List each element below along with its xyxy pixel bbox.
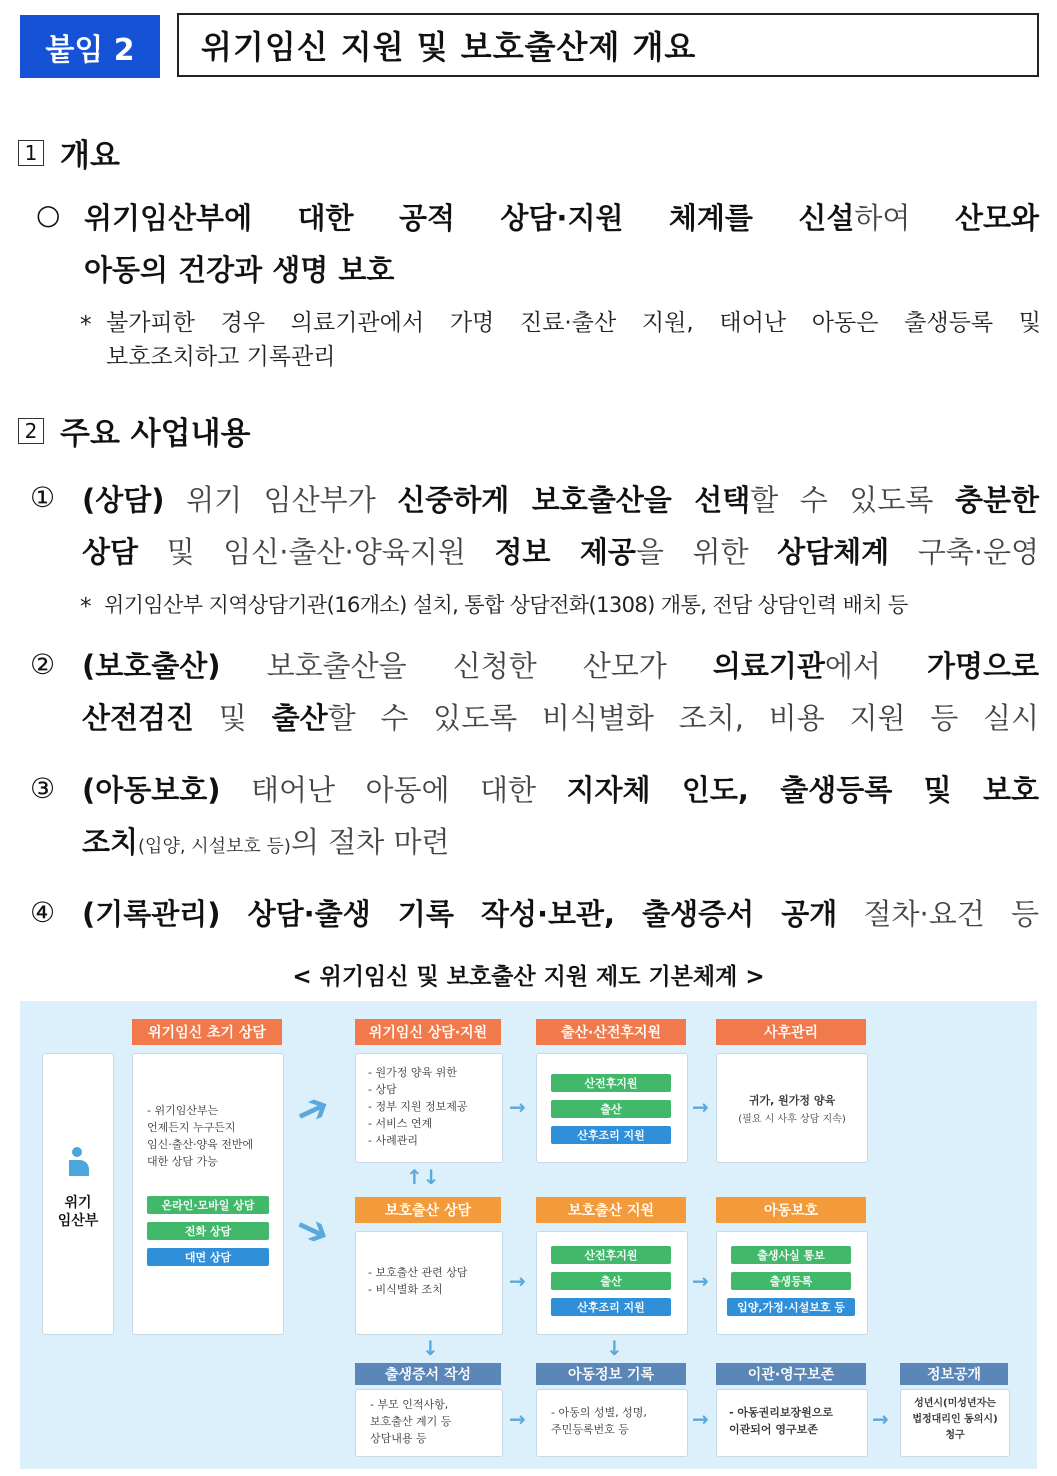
item-4-marker: ④ (30, 896, 56, 929)
pill-adoption-care: 입양,가정·시설보호 등 (727, 1298, 855, 1316)
early-consult-text: - 위기임산부는 언제든지 누구든지 임신·출산·양육 전반에 대한 상담 가능 (147, 1104, 254, 1168)
pill-birth-2: 출산 (551, 1272, 671, 1290)
pill-postpartum-support: 산후조리 지원 (551, 1126, 671, 1144)
item-2-text-3: 및 (194, 701, 272, 735)
protected-birth-consult-text: - 보호출산 관련 상담 - 비식별화 조치 (368, 1266, 468, 1296)
arrow-right-icon: → (509, 1407, 526, 1431)
child-protection-header: 아동보호 (716, 1197, 866, 1223)
item-3-bold-2: 지자체 인도, 출생등록 및 보호 (566, 773, 1039, 807)
pill-postpartum-support-2: 산후조리 지원 (551, 1298, 671, 1316)
item-1-bold-5: 정보 제공 (494, 535, 636, 569)
arrow-right-icon: → (509, 1269, 526, 1293)
aftercare-line-1: 귀가, 원가정 양육 (748, 1094, 836, 1107)
transfer-archive-header: 이관·영구보존 (716, 1363, 866, 1385)
item-3-paragraph (82, 764, 1039, 873)
page-title: 위기임신 지원 및 보호출산제 개요 (177, 13, 1039, 77)
birth-certificate-box (355, 1389, 503, 1457)
item-1-text-2: 할 수 있도록 (750, 483, 955, 517)
disclosure-text: 성년시(미성년자는 법정대리인 동의시) 청구 (912, 1398, 998, 1441)
arrow-up-down-icon: ↑↓ (406, 1165, 440, 1189)
item-2-marker: ② (30, 648, 56, 681)
disclosure-box (900, 1389, 1010, 1457)
overview-bold-1: 위기임산부에 대한 공적 상담·지원 체계를 신설 (84, 201, 855, 235)
item-3-text-1: 태어난 아동에 대한 (220, 773, 567, 807)
attachment-badge: 붙임 2 (20, 15, 160, 78)
pill-prenatal-support: 산전후지원 (551, 1074, 671, 1092)
overview-note-line-1: 불가피한 경우 의료기관에서 가명 진료·출산 지원, 태어난 아동은 출생등록 및 (106, 310, 1041, 336)
crisis-consult-header: 위기임신 상담·지원 (355, 1019, 501, 1045)
item-3-text-2: 의 절차 마련 (290, 825, 450, 859)
item-2-paragraph (82, 640, 1039, 744)
pregnant-woman-icon (64, 1146, 92, 1186)
section-2-heading (18, 408, 250, 453)
item-1-bold-2: 신중하게 보호출산을 선택 (397, 483, 751, 517)
item-4-paragraph (82, 888, 1039, 940)
item-1-bold-4: 상담 (82, 535, 139, 569)
arrow-down-icon: ↓ (422, 1336, 439, 1360)
overview-note-line-2: 보호조치하고 기록관리 (106, 344, 336, 370)
pill-online-consult: 온라인·모바일 상담 (147, 1196, 269, 1214)
arrow-right-icon: → (692, 1269, 709, 1293)
overview-bold-2: 산모와 (954, 201, 1040, 235)
item-1-bold-3: 충분한 (954, 483, 1039, 517)
item-3-marker: ③ (30, 772, 56, 805)
protected-birth-consult-header: 보호출산 상담 (355, 1197, 501, 1223)
bullet-circle: ○ (36, 198, 61, 231)
pill-prenatal-support-2: 산전후지원 (551, 1246, 671, 1264)
item-1-text-4: 을 위한 (635, 535, 778, 569)
section-2-number: 2 (18, 418, 44, 444)
transfer-archive-box (716, 1389, 868, 1457)
section-1-title: 개요 (60, 138, 120, 174)
item-2-bold-5: 출산 (271, 701, 328, 735)
aftercare-line-2: (필요 시 사후 상담 지속) (738, 1114, 846, 1125)
birth-support-header: 출산·산전후지원 (536, 1019, 686, 1045)
crisis-consult-box (355, 1053, 503, 1163)
arrow-down-right-icon: ➔ (287, 1202, 338, 1258)
overview-note (106, 306, 1041, 374)
item-1-paragraph (82, 474, 1039, 578)
aftercare-header: 사후관리 (716, 1019, 866, 1045)
item-1-marker: ① (30, 481, 56, 514)
item-2-text-1: 보호출산을 신청한 산모가 (220, 649, 713, 683)
pill-birth-registration: 출생등록 (731, 1272, 851, 1290)
child-protection-box (716, 1231, 868, 1335)
protected-birth-consult-box (355, 1231, 503, 1335)
item-2-text-2: 에서 (824, 649, 927, 683)
item-3-label: (아동보호) (82, 773, 221, 807)
item-1-text-5: 구축·운영 (889, 535, 1040, 569)
item-2-text-4: 할 수 있도록 비식별화 조치, 비용 지원 등 실시 (327, 701, 1039, 735)
transfer-archive-text: - 아동권리보장원으로 이관되어 영구보존 (729, 1406, 834, 1436)
pill-birth-notice: 출생사실 통보 (731, 1246, 851, 1264)
section-1-heading (18, 130, 120, 175)
overview-text-1: 하여 (854, 201, 955, 235)
protected-birth-support-box (536, 1231, 688, 1335)
arrow-right-icon: → (872, 1407, 889, 1431)
early-consult-header: 위기임신 초기 상담 (132, 1019, 282, 1045)
overview-note-star: * (80, 312, 92, 338)
overview-bold-3: 아동의 건강과 생명 보호 (84, 253, 395, 287)
crisis-consult-text: - 원가정 양육 위한 - 상담 - 정부 지원 정보제공 - 서비스 연계 - 사례관리 (368, 1066, 468, 1147)
person-box (42, 1053, 114, 1335)
diagram-caption: < 위기임신 및 보호출산 지원 제도 기본체계 > (292, 964, 765, 990)
person-label: 위기 임산부 (57, 1195, 99, 1229)
child-record-header: 아동정보 기록 (536, 1363, 686, 1385)
arrow-right-icon: → (692, 1407, 709, 1431)
item-1-text-1: 위기 임산부가 (164, 483, 398, 517)
item-1-label: (상담) (82, 483, 165, 517)
early-consult-box (132, 1053, 284, 1335)
item-2-bold-2: 의료기관 (712, 649, 825, 683)
birth-certificate-header: 출생증서 작성 (355, 1363, 501, 1385)
item-3-small-text: (입양, 시설보호 등) (138, 836, 291, 857)
section-2-title: 주요 사업내용 (60, 416, 251, 452)
arrow-right-icon: → (509, 1095, 526, 1119)
section-1-number: 1 (18, 140, 44, 166)
item-3-bold-3: 조치 (82, 825, 139, 859)
item-4-label: (기록관리) 상담·출생 기록 작성·보관, 출생증서 공개 (82, 897, 838, 931)
system-diagram (20, 1001, 1037, 1469)
item-1-note-star: * (80, 594, 92, 620)
item-4-text-1: 절차·요건 등 (837, 897, 1039, 931)
arrow-up-right-icon: ➔ (287, 1082, 338, 1138)
aftercare-box (716, 1053, 868, 1163)
disclosure-header: 정보공개 (900, 1363, 1008, 1385)
item-1-note: 위기임산부 지역상담기관(16개소) 설치, 통합 상담전화(1308) 개통, 전담 상담인력 배치 등 (104, 593, 908, 617)
item-1-text-3: 및 임신·출산·양육지원 (138, 535, 495, 569)
overview-paragraph (84, 192, 1039, 296)
pill-phone-consult: 전화 상담 (147, 1222, 269, 1240)
birth-support-box (536, 1053, 688, 1163)
birth-certificate-text: - 부모 인적사항, 보호출산 계기 등 상담내용 등 (370, 1398, 452, 1445)
item-2-bold-4: 산전검진 (82, 701, 195, 735)
item-1-bold-6: 상담체계 (777, 535, 890, 569)
arrow-right-icon: → (692, 1095, 709, 1119)
item-2-bold-3: 가명으로 (926, 649, 1040, 683)
child-record-text: - 아동의 성별, 성명, 주민등록번호 등 (551, 1406, 647, 1436)
item-2-label: (보호출산) (82, 649, 221, 683)
arrow-down-icon: ↓ (606, 1336, 623, 1360)
pill-inperson-consult: 대면 상담 (147, 1248, 269, 1266)
child-record-box (536, 1389, 688, 1457)
protected-birth-support-header: 보호출산 지원 (536, 1197, 686, 1223)
pill-birth: 출산 (551, 1100, 671, 1118)
